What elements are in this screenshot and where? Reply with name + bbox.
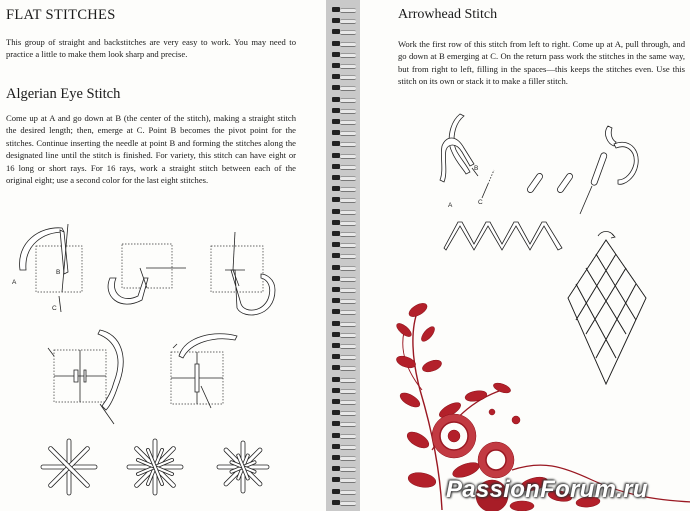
- binding-coil: [330, 17, 356, 24]
- binding-coil: [330, 376, 356, 383]
- binding-coil: [330, 409, 356, 416]
- binding-coil: [330, 476, 356, 483]
- algerian-eye-step-3-diagram: [205, 230, 295, 325]
- algerian-eye-8-ray-star: [38, 436, 100, 498]
- binding-coil: [330, 286, 356, 293]
- arrowhead-step-1-diagram: [436, 112, 506, 210]
- arrowhead-label-a: A: [448, 202, 453, 209]
- binding-coil: [330, 40, 356, 47]
- binding-coil: [330, 331, 356, 338]
- binding-coil: [330, 163, 356, 170]
- arrowhead-stitch-segments: [522, 168, 582, 204]
- binding-coil: [330, 465, 356, 472]
- binding-coil: [330, 297, 356, 304]
- algerian-eye-16-ray-star: [124, 436, 186, 498]
- arrowhead-row-diagram: [444, 222, 566, 258]
- arrowhead-instructions: Work the first row of this stitch from left to right. Come up at A, pull through, and go down at B emerging at C. On the return pass work the stitches in the same way, but from right to left, filling in the spaces—this keeps the stitches even. Use this stitch on its own or stack it to make a filler stitch.: [398, 39, 685, 87]
- binding-coil: [330, 342, 356, 349]
- binding-coil: [330, 96, 356, 103]
- binding-coil: [330, 118, 356, 125]
- label-a: A: [12, 279, 17, 286]
- binding-coil: [330, 454, 356, 461]
- label-b: B: [56, 269, 61, 276]
- binding-coil: [330, 241, 356, 248]
- binding-coil: [330, 264, 356, 271]
- binding-coil: [330, 196, 356, 203]
- binding-coil: [330, 174, 356, 181]
- binding-coil: [330, 28, 356, 35]
- algerian-eye-step-4-diagram: [40, 326, 140, 426]
- algerian-eye-step-2-diagram: [100, 238, 190, 318]
- binding-coil: [330, 51, 356, 58]
- label-c: C: [52, 305, 57, 312]
- binding-coil: [330, 499, 356, 506]
- binding-coil: [330, 185, 356, 192]
- binding-coil: [330, 219, 356, 226]
- binding-coil: [330, 62, 356, 69]
- section-title-arrowhead: Arrowhead Stitch: [398, 7, 498, 22]
- algerian-eye-instructions: Come up at A and go down at B (the center of the stitch), making a straight stitch the desired length; then, emerge at C. Point B becomes the pivot point for the stitches. Continue inserting the needle at point B and forming the stitches along the designated line until the stitch is finished. For variety, this stitch can have eight or 16 long or short rays. For 16 rays, work a straight stitch between each of the original eight; use a second color for the last eight stitches.: [6, 113, 296, 186]
- binding-coil: [330, 488, 356, 495]
- arrowhead-label-b: B: [474, 165, 479, 172]
- binding-coil: [330, 230, 356, 237]
- left-page: [0, 0, 326, 511]
- algerian-eye-step-1-diagram: [10, 222, 110, 322]
- site-watermark: PassionForum.ru: [446, 476, 648, 503]
- binding-coil: [330, 73, 356, 80]
- binding-coil: [330, 252, 356, 259]
- binding-coil: [330, 152, 356, 159]
- binding-coil: [330, 432, 356, 439]
- section-title-algerian-eye: Algerian Eye Stitch: [6, 86, 121, 102]
- binding-coil: [330, 320, 356, 327]
- binding-coil: [330, 6, 356, 13]
- intro-paragraph: This group of straight and backstitches are very easy to work. You may need to practice a little to make them look sharp and precise.: [6, 37, 296, 60]
- binding-coil: [330, 364, 356, 371]
- arrowhead-label-c: C: [478, 199, 483, 206]
- binding-coil: [330, 275, 356, 282]
- algerian-eye-step-5-diagram: [165, 326, 255, 421]
- binding-coil: [330, 129, 356, 136]
- red-floral-illustration: [392, 270, 690, 511]
- binding-coil: [330, 308, 356, 315]
- binding-coil: [330, 443, 356, 450]
- algerian-eye-short-ray-star: [212, 436, 274, 498]
- page-title: FLAT STITCHES: [6, 7, 116, 23]
- binding-coil: [330, 107, 356, 114]
- binding-coil: [330, 140, 356, 147]
- binding-coil: [330, 84, 356, 91]
- binding-coil: [330, 353, 356, 360]
- binding-coil: [330, 398, 356, 405]
- binding-coil: [330, 208, 356, 215]
- binding-coil: [330, 420, 356, 427]
- spiral-binding: [326, 0, 360, 511]
- arrowhead-step-2-diagram: [574, 124, 646, 218]
- binding-coil: [330, 387, 356, 394]
